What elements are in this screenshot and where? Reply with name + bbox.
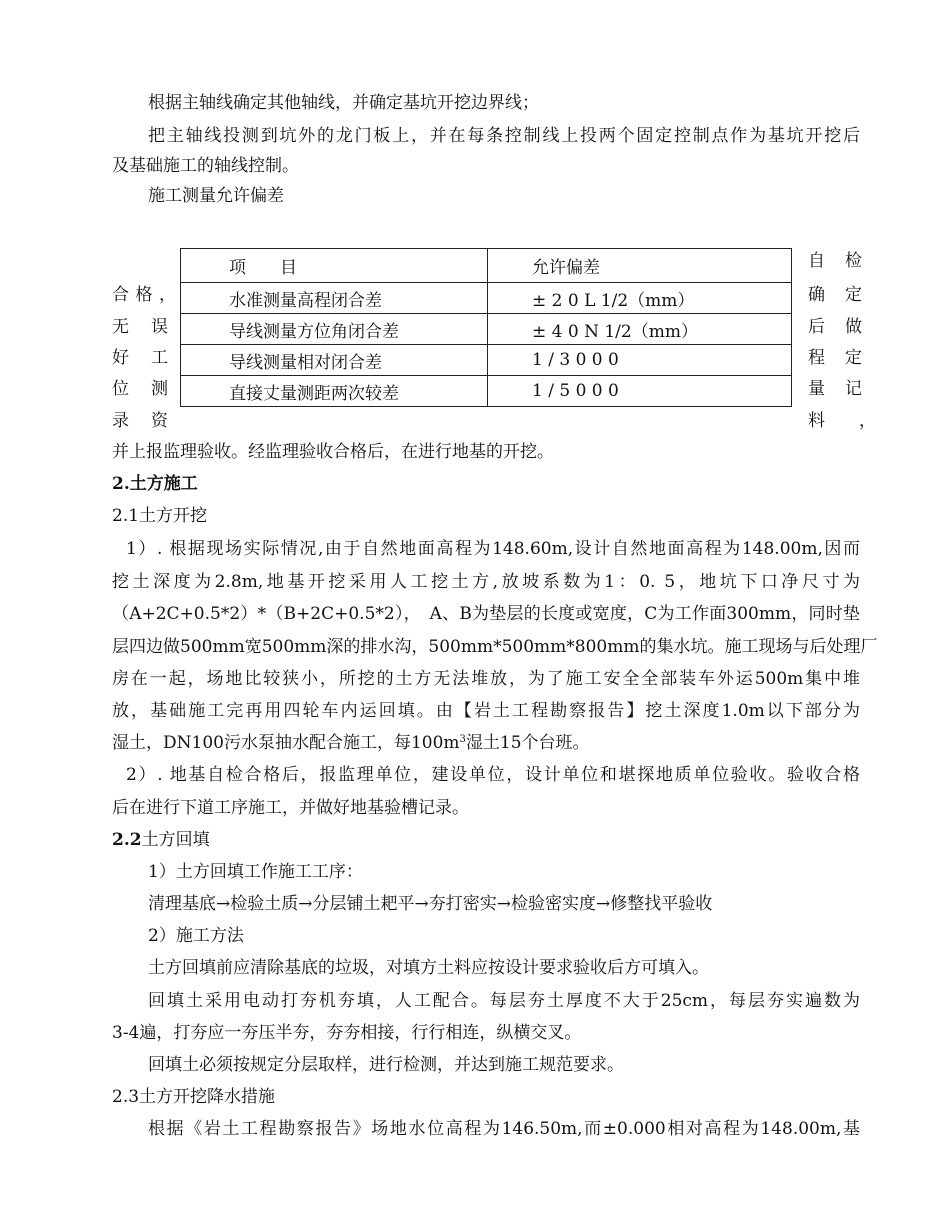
para-line: 放，基础施工完再用四轮车内运回填。由【岩土工程勘察报告】挖土深度1.0m以下部分为 [112, 701, 860, 721]
section-2-2-title [112, 829, 210, 851]
para-line: 回填土采用电动打夯机夯填，人工配合。每层夯土厚度不大于25cm，每层夯实遍数为 [148, 991, 860, 1011]
side-left-5: 录 资 [112, 411, 168, 431]
sub-heading: 1）土方回填工作施工工序： [148, 862, 363, 882]
para-line: 2）. 地基自检合格后，报监理单位，建设单位，设计单位和堪探地质单位验收。验收合格 [126, 765, 860, 785]
table-header-row [181, 249, 792, 283]
table-cell: 导线测量方位角闭合差 [181, 314, 488, 345]
intro-line-1: 根据主轴线确定其他轴线，并确定基坑开挖边界线； [148, 93, 539, 113]
side-left-4: 位 测 [112, 379, 168, 399]
side-right-4: 程 定 [808, 348, 862, 368]
table-header-item: 项 目 [181, 249, 488, 283]
tolerance-table [180, 248, 792, 407]
superscript: 3 [459, 734, 466, 745]
para-line: 房在一起，场地比较狭小，所挖的土方无法堆放，为了施工安全全部装车外运500m集中堆 [112, 669, 860, 689]
side-right-6: 料 ， [808, 411, 876, 431]
side-right-5: 量 记 [808, 379, 862, 399]
side-right-2: 确 定 [808, 285, 862, 305]
table-cell: 1 / 3 0 0 0 [488, 345, 792, 376]
para-line: 挖土深度为2.8m,地基开挖采用人工挖土方,放坡系数为1：0. 5，地坑下口净尺寸为 [112, 572, 860, 592]
para-line: 3-4遍，打夯应一夯压半夯，夯夯相接，行行相连，纵横交叉。 [112, 1023, 582, 1043]
table-cell: 水准测量高程闭合差 [181, 283, 488, 314]
section-2-1-title: 2.1土方开挖 [112, 506, 208, 526]
table-cell: ± 2 0 L 1/2（mm） [488, 283, 792, 314]
table-row [181, 345, 792, 376]
side-right-1: 自 检 [808, 251, 862, 271]
section-number: 2.2 [112, 830, 142, 850]
side-right-3: 后 做 [808, 317, 862, 337]
para-line: 根据《岩土工程勘察报告》场地水位高程为146.50m,而±0.000相对高程为148.00m,基 [148, 1119, 860, 1139]
para-line-last [112, 732, 590, 754]
para-line: 层四边做500mm宽500mm深的排水沟，500mm*500mm*800mm的集水坑。施工现场与后处理厂 [112, 637, 878, 657]
after-table-text: 并上报监理验收。经监理验收合格后，在进行地基的开挖。 [112, 442, 554, 462]
intro-line-3: 施工测量允许偏差 [148, 186, 284, 206]
side-left-1: 合 格 ， [112, 285, 176, 305]
table-cell: 直接丈量测距两次较差 [181, 376, 488, 407]
section-title-text: 土方回填 [141, 830, 210, 850]
table-header-tolerance: 允许偏差 [488, 249, 792, 283]
para-text: 湿土15个台班。 [465, 733, 590, 753]
section-2-title: 2.土方施工 [112, 474, 198, 494]
intro-line-2b: 及基础施工的轴线控制。 [112, 156, 299, 176]
table-row [181, 283, 792, 314]
table-row [181, 314, 792, 345]
process-flow: 清理基底→检验土质→分层铺土耙平→夯打密实→检验密实度→修整找平验收 [148, 894, 713, 914]
para-line: 后在进行下道工序施工，并做好地基验槽记录。 [112, 798, 469, 818]
section-2-3-title: 2.3土方开挖降水措施 [112, 1087, 276, 1107]
intro-line-2a: 把主轴线投测到坑外的龙门板上，并在每条控制线上投两个固定控制点作为基坑开挖后 [148, 126, 860, 146]
side-left-3: 好 工 [112, 348, 168, 368]
para-line: 回填土必须按规定分层取样，进行检测，并达到施工规范要求。 [148, 1055, 624, 1075]
sub-heading: 2）施工方法 [148, 926, 244, 946]
table-row [181, 376, 792, 407]
side-left-2: 无 误 [112, 317, 168, 337]
table-cell: 导线测量相对闭合差 [181, 345, 488, 376]
para-line: 土方回填前应清除基底的垃圾，对填方土料应按设计要求验收后方可填入。 [148, 958, 709, 978]
table-cell: 1 / 5 0 0 0 [488, 376, 792, 407]
table-cell: ± 4 0 N 1/2（mm） [488, 314, 792, 345]
para-text: 湿土，DN100污水泵抽水配合施工，每100m [112, 733, 460, 753]
para-line: 1）. 根据现场实际情况,由于自然地面高程为148.60m,设计自然地面高程为148.00m,因而 [126, 539, 860, 559]
para-line: （A+2C+0.5*2）*（B+2C+0.5*2）， A、B为垫层的长度或宽度，C为工作面300mm，同时垫 [112, 604, 860, 624]
